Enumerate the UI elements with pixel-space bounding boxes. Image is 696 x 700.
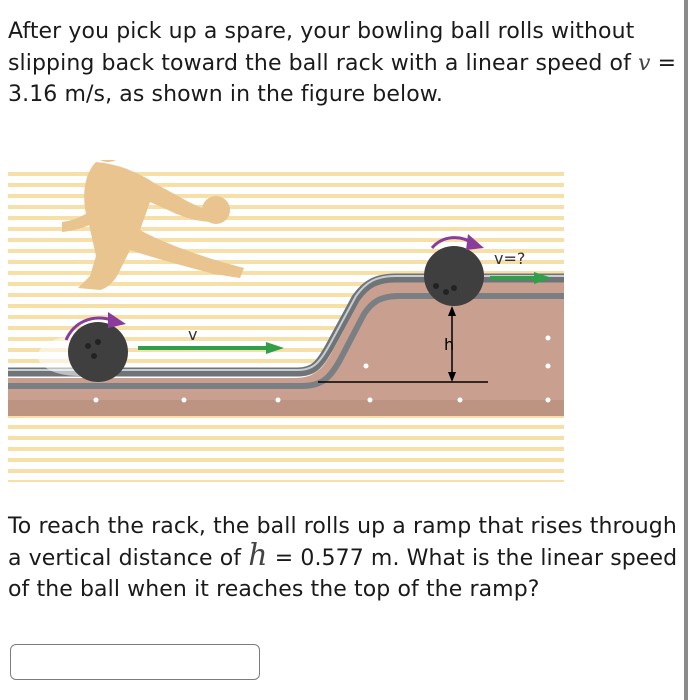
intro-text-2: = 3.16 m/s, as shown in the figure below. (8, 50, 677, 107)
height-label: h (444, 335, 455, 354)
velocity-variable: v (638, 50, 651, 76)
question-text-1: To reach the rack, the ball rolls up a ramp that rises through a vertical distance of (8, 514, 677, 571)
lane-stripe (8, 480, 564, 482)
lane-stripe (8, 447, 564, 451)
problem-question (8, 511, 680, 606)
velocity-label-bottom: v (188, 325, 198, 344)
bowling-ball-bottom (68, 322, 128, 382)
lane-stripe (8, 469, 564, 473)
velocity-label-top: v=? (494, 249, 526, 268)
right-border (684, 0, 688, 700)
answer-input[interactable] (10, 644, 260, 680)
intro-text-1: After you pick up a spare, your bowling ball rolls without slipping back toward the ball rack with a linear speed of (8, 19, 639, 76)
ramp-shadow (8, 400, 564, 416)
lane-stripe (8, 458, 564, 462)
lane-stripe (8, 436, 564, 440)
lane-stripe (8, 238, 564, 242)
velocity-arrowhead-bottom (266, 342, 284, 354)
lane-stripe (8, 249, 564, 253)
bowling-ball-top (424, 246, 484, 306)
height-variable: h (248, 537, 268, 573)
lane-stripe (8, 425, 564, 429)
bowling-ramp-figure (8, 160, 564, 482)
bowler-silhouette (62, 160, 244, 290)
question-text-2: = 0.577 m. What is the linear speed of the ball when it reaches the top of the ramp? (8, 545, 678, 602)
spin-arrowhead-bottom (108, 312, 126, 328)
problem-intro (8, 16, 680, 111)
